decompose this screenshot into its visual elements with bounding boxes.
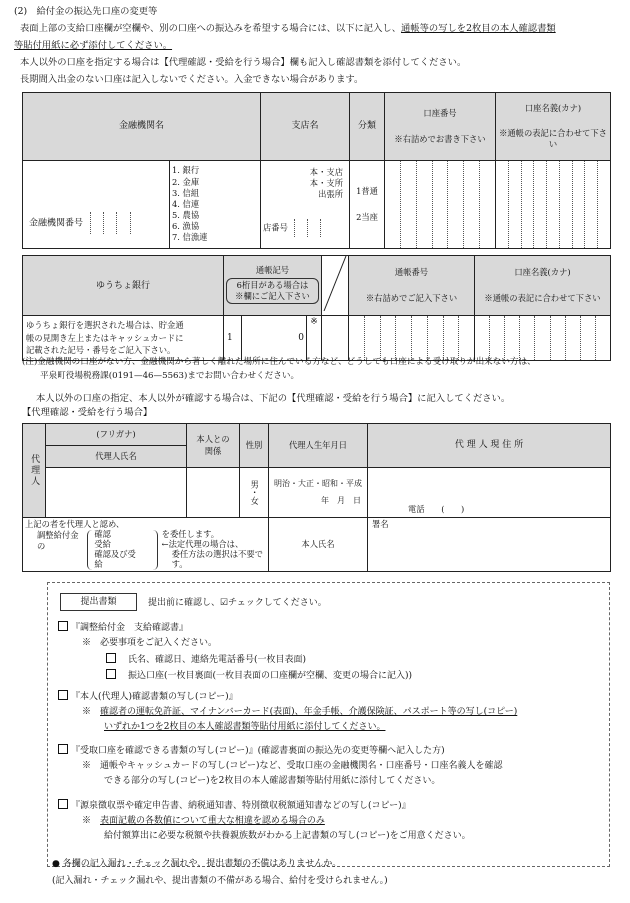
subitem-label: 氏名、確認日、連絡先電話番号(一枚目表面) xyxy=(128,655,307,665)
yucho-number-digit-grid xyxy=(349,316,474,360)
sex-field[interactable] xyxy=(240,468,269,518)
account-number-label: 口座番号 xyxy=(423,108,457,119)
signature-field[interactable] xyxy=(368,518,611,572)
entrust-text-3: を委任します。 xyxy=(161,529,220,540)
check-item-label: 『受取口座を確認できる書類の写し(コピー)』(確認書裏面の振込先の変更等欄へ記入した方) xyxy=(71,746,445,756)
subitem-label: 振込口座(一枚目裏面(一枚目表面の口座欄が空欄、変更の場合に記入)) xyxy=(128,671,413,681)
branch-code-digit-grid xyxy=(295,219,333,237)
branch-type-option[interactable]: 出張所 xyxy=(318,189,343,200)
yucho-symbol-note-1: 6桁目がある場合は xyxy=(236,279,309,290)
proxy-table xyxy=(22,423,611,572)
bank-code-cell[interactable] xyxy=(23,161,170,249)
relation-label-1: 本人との xyxy=(196,434,230,445)
signature-label: 署名 xyxy=(372,519,389,529)
check-item-2-note xyxy=(82,706,517,718)
yucho-symbol-label: 通帳記号 xyxy=(255,264,290,275)
holder-field[interactable] xyxy=(496,161,611,249)
bank-name-header: 金融機関名 xyxy=(23,93,261,161)
branch-name-header: 支店名 xyxy=(261,93,350,161)
branch-code-row xyxy=(261,219,343,237)
check-item-1[interactable] xyxy=(58,621,188,634)
entrust-note xyxy=(162,530,266,570)
branch-code-label: 店番号 xyxy=(263,222,288,233)
yucho-title: ゆうちょ銀行 xyxy=(23,256,224,316)
yucho-symbol-digit-1[interactable]: 1 xyxy=(224,316,242,361)
yucho-holder-char-grid xyxy=(475,316,610,360)
phone-label: 電話 ( ) xyxy=(408,503,465,514)
yucho-table xyxy=(22,255,611,361)
check-item-2[interactable] xyxy=(58,690,238,703)
bank-code-digits[interactable] xyxy=(90,212,143,234)
principal-label: 本人氏名 xyxy=(269,518,368,572)
bank-code-label: 金融機関番号 xyxy=(29,218,84,229)
yucho-symbol-note xyxy=(226,278,319,304)
note-line-1: (注)金融機関の口座がない方、金融機関から著しく離れた場所に住んでいる方など、どうしても口座による受け取りが出来ない方は、 xyxy=(22,357,536,367)
check-item-3[interactable] xyxy=(58,744,445,757)
holder-label: 口座名義(カナ) xyxy=(524,102,582,113)
slash-divider xyxy=(322,256,348,311)
check-item-3-note xyxy=(82,760,503,772)
category-header: 分類 xyxy=(350,93,385,161)
branch-cell[interactable] xyxy=(261,161,350,249)
checkbox[interactable] xyxy=(58,799,68,809)
checkbox[interactable] xyxy=(58,744,68,754)
entrust-text-4: ←法定代理の場合は、 xyxy=(161,539,244,550)
address-header: 代 理 人 現 住 所 xyxy=(368,424,611,468)
yucho-number-label: 通帳番号 xyxy=(394,267,429,278)
entrust-cell xyxy=(23,518,269,572)
checkbox[interactable] xyxy=(106,653,116,663)
yucho-slash-cell xyxy=(322,256,349,316)
proxy-intro: 本人以外の口座の指定、本人以外が確認する場合は、下記の【代理確認・受給を行う場合】に記入してください。 xyxy=(36,393,511,404)
entrust-text-1: 上記の者を代理人と認め、 xyxy=(25,519,125,529)
era-options[interactable]: 明治・大正・昭和・平成 xyxy=(274,478,362,488)
footer-line-1: ● 各欄の記入漏れ・チェック漏れや、提出書類の不備はありませんか。 xyxy=(52,859,342,869)
sex-header: 性別 xyxy=(240,424,269,468)
check-item-4-note-2: 給付額算出に必要な税額や扶養親族数がわかる上記書類の写し(コピー)をご用意ください。 xyxy=(104,831,471,841)
check-item-1-note xyxy=(82,637,217,649)
yucho-blank-cell xyxy=(322,316,349,361)
intro-text-a: 表面上部の支給口座欄が空欄や、別の口座への振込みを希望する場合には、以下に記入し、 xyxy=(20,23,401,34)
check-item-label: 『調整給付金 支給確認書』 xyxy=(71,623,189,633)
intro-paragraph xyxy=(20,23,556,36)
check-item-2-note-2: いずれか1つを2枚目の本人確認書類等貼付用紙に添付してください。 xyxy=(104,722,386,732)
note-text: 表面記載の各数値について重大な相違を認める場合のみ xyxy=(100,816,325,826)
relation-label-2: 関係 xyxy=(204,445,222,456)
check-subitem-1a[interactable] xyxy=(106,653,306,666)
holder-header xyxy=(496,93,611,161)
checkbox[interactable] xyxy=(58,621,68,631)
address-field[interactable] xyxy=(368,468,611,518)
category-cell[interactable] xyxy=(350,161,385,249)
entrust-option[interactable]: 受給 xyxy=(94,539,111,550)
branch-type-option[interactable]: 本・支店 xyxy=(309,167,343,177)
bank-type-option[interactable]: 1. 銀行 xyxy=(172,165,200,176)
entrust-text-2: 調整給付金の xyxy=(37,530,79,552)
bank-code-digit-grid xyxy=(91,212,143,234)
ymd-labels: 年 月 日 xyxy=(321,495,361,505)
checkbox[interactable] xyxy=(106,669,116,679)
yucho-desc-line: 記載された記号・番号をご記入下さい。 xyxy=(26,345,176,356)
yucho-desc-line: 帳の見開き左上またはキャッシュカードに xyxy=(26,332,184,343)
sex-options[interactable]: 男・女 xyxy=(249,480,260,505)
yucho-holder-note: ※通帳の表記に合わせて下さい xyxy=(484,292,601,303)
dob-header: 代理人生年月日 xyxy=(269,424,368,468)
note-text: 必要事項をご記入ください。 xyxy=(100,638,218,648)
yucho-holder-field[interactable] xyxy=(475,316,611,361)
yucho-symbol-digit-fields[interactable] xyxy=(242,316,307,361)
bank-type-option[interactable]: 3. 信組 xyxy=(172,187,200,198)
branch-type-option[interactable]: 本・支所 xyxy=(309,178,343,189)
proxy-side-text: 代理人 xyxy=(29,454,40,487)
dob-field[interactable] xyxy=(269,468,368,518)
intro-paragraph-2: 本人以外の口座を指定する場合は【代理確認・受給を行う場合】欄も記入し確認書類を添付してください。 xyxy=(20,57,467,68)
yucho-symbol-star[interactable]: ※ xyxy=(307,316,322,361)
yucho-desc-line: ゆうちょ銀行を選択された場合は、貯金通 xyxy=(26,320,184,331)
account-number-field[interactable] xyxy=(385,161,496,249)
relation-header xyxy=(187,424,240,468)
footer-line-2: (記入漏れ・チェック漏れや、提出書類の不備がある場合、給付を受けられません。) xyxy=(52,876,388,886)
entrust-text-5: 委任方法の選択は不要です。 xyxy=(171,549,263,570)
yucho-holder-header xyxy=(475,256,611,316)
bank-type-option[interactable]: 2. 金庫 xyxy=(172,176,200,187)
note-line-2: 平泉町役場税務課(0191—46—5563)までお問い合わせください。 xyxy=(40,371,300,381)
holder-note: ※通帳の表記に合わせて下さい xyxy=(499,127,607,150)
yucho-number-field[interactable] xyxy=(349,316,475,361)
submit-docs-button[interactable]: 提出書類 xyxy=(60,593,137,611)
category-option[interactable]: 2当座 xyxy=(356,211,378,222)
entrust-row xyxy=(37,530,266,570)
entrust-option[interactable]: 確認及び受給 xyxy=(94,549,136,570)
category-option[interactable]: 1普通 xyxy=(356,186,378,197)
check-item-label: 『源泉徴収票や確定申告書、納税通知書、特別徴収税額通知書などの写し(コピー)』 xyxy=(71,801,411,811)
holder-char-grid xyxy=(496,161,610,248)
account-number-note: ※右詰めでお書き下さい xyxy=(394,133,486,144)
checklist-instruction: 提出前に確認し、☑チェックしてください。 xyxy=(148,598,327,608)
yucho-symbol-digit-0: 0 xyxy=(298,333,304,344)
checkbox[interactable] xyxy=(58,690,68,700)
proxy-heading: 【代理確認・受給を行う場合】 xyxy=(22,407,153,418)
note-mark: ※ xyxy=(82,638,92,648)
yucho-symbol-header xyxy=(224,256,322,316)
yucho-symbol-note-2: ※欄にご記入下さい xyxy=(235,291,310,302)
branch-code-digits[interactable] xyxy=(294,219,333,237)
bank-type-option[interactable]: 5. 農協 xyxy=(172,210,200,221)
intro-paragraph-3: 長期間入出金のない口座は記入しないでください。入金できない場合があります。 xyxy=(20,74,364,85)
check-item-4[interactable] xyxy=(58,799,411,812)
note-mark: ※ xyxy=(82,707,92,717)
entrust-options[interactable] xyxy=(87,530,157,570)
note-text: 確認者の運転免許証、マイナンバーカード(表面)、年金手帳、介護保険証、パスポート等の写し(コピー) xyxy=(100,707,518,717)
bank-account-table xyxy=(22,92,611,249)
proxy-name-header: 代理人氏名 xyxy=(46,446,187,468)
section-heading: (2) 給付金の振込先口座の変更等 xyxy=(14,6,158,17)
note-text: 通帳やキャッシュカードの写し(コピー)など、受取口座の金融機関名・口座番号・口座名義人を確認 xyxy=(100,761,503,771)
bank-type-option[interactable]: 6. 漁協 xyxy=(172,221,200,232)
yucho-holder-label: 口座名義(カナ) xyxy=(514,267,571,278)
yucho-description xyxy=(23,316,224,361)
relation-field[interactable] xyxy=(187,468,240,518)
note-mark: ※ xyxy=(82,761,92,771)
furigana-header: (フリガナ) xyxy=(46,424,187,446)
check-item-label: 『本人(代理人)確認書類の写し(コピー)』 xyxy=(71,692,238,702)
yucho-number-header xyxy=(349,256,475,316)
yucho-number-note: ※右詰めでご記入下さい xyxy=(365,292,458,303)
check-item-3-note-2: できる部分の写し(コピー)を2枚目の本人確認書類等貼付用紙に添付してください。 xyxy=(104,776,441,786)
intro-text-b: 通帳等の写しを2枚目の本人確認書類 xyxy=(401,23,556,34)
bank-type-option[interactable]: 7. 信漁連 xyxy=(172,232,208,243)
account-number-digit-grid xyxy=(385,161,495,248)
note-mark: ※ xyxy=(82,816,92,826)
check-item-4-note xyxy=(82,815,325,827)
proxy-name-field[interactable] xyxy=(46,468,187,518)
proxy-side-label xyxy=(23,424,46,518)
check-subitem-1b[interactable] xyxy=(106,669,412,682)
intro-text-c: 等貼付用紙に必ず添付してください。 xyxy=(14,40,173,51)
bank-type-option[interactable]: 4. 信連 xyxy=(172,198,200,209)
bank-type-cell[interactable] xyxy=(170,161,261,249)
entrust-option[interactable]: 確認 xyxy=(94,529,111,540)
account-number-header xyxy=(385,93,496,161)
